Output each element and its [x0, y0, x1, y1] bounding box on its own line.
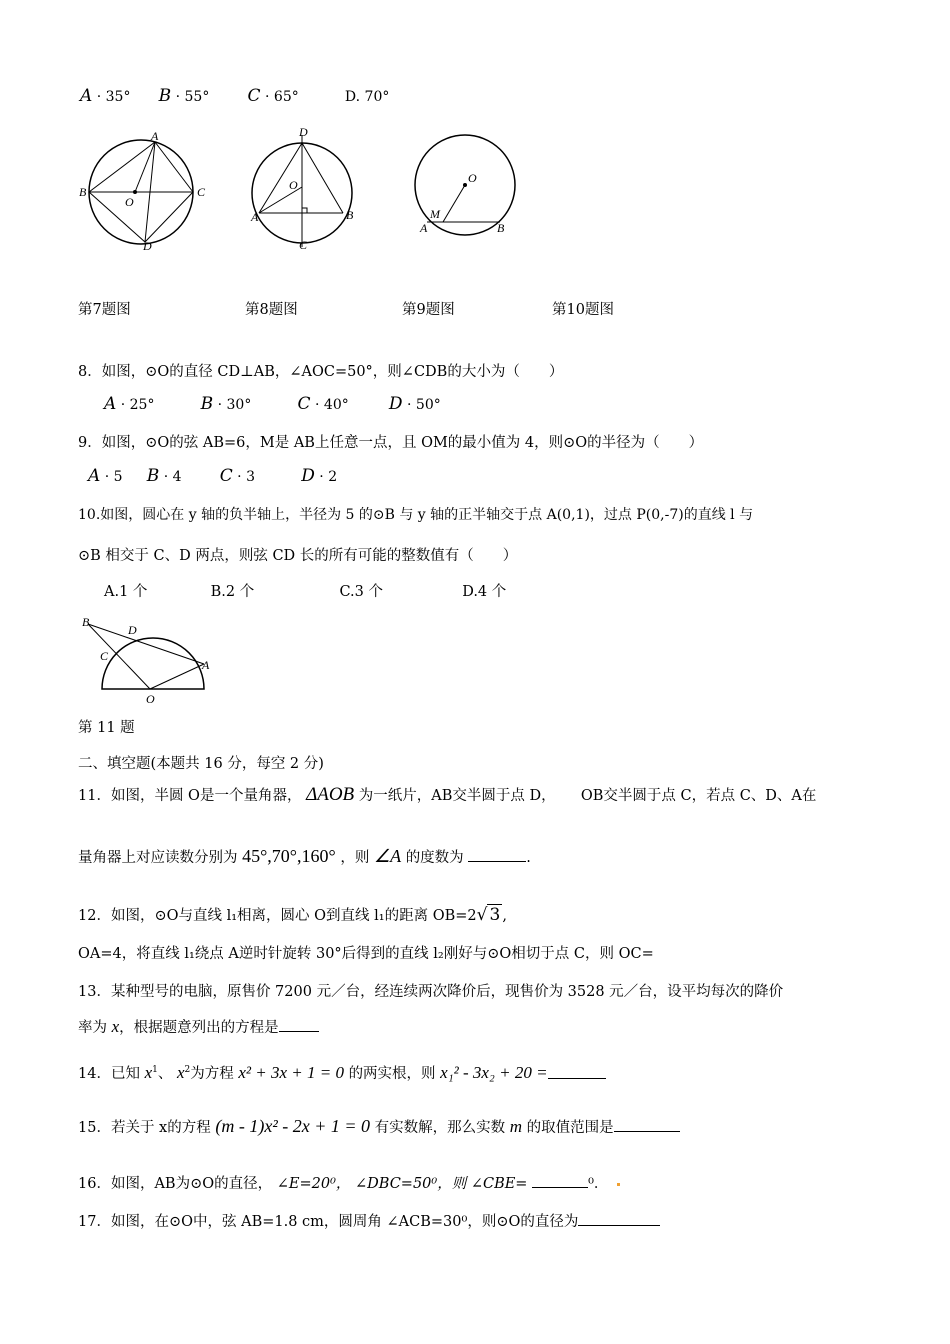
q16-part1: 16．如图，AB为⊙O的直径，: [78, 1176, 273, 1192]
fig11-label-d: D: [128, 623, 137, 637]
caption-fig8: 第8题图: [245, 302, 298, 318]
fig9-label-b: B: [497, 221, 505, 235]
q10-option-c: C.3 个: [339, 584, 383, 600]
q17-part1: 17．如图，在⊙O中，弦 AB=1.8 cm，圆周角: [78, 1214, 382, 1230]
fig9-label-m: M: [430, 207, 440, 221]
q16-angle-cbe: ∠CBE=: [470, 1176, 528, 1192]
q15-part3: 的取值范围是: [526, 1120, 614, 1136]
q8-option-d-value: 50°: [415, 397, 441, 413]
q16-angle-e: ∠E=20⁰，: [276, 1176, 351, 1192]
q8-option-a-label: A: [104, 394, 117, 414]
q11-triangle-aob: ΔAOB: [306, 784, 355, 805]
caption-fig10: 第10题图: [552, 302, 614, 318]
q7-options: A · 35° B · 55° C · 65° D. 70°: [80, 86, 390, 106]
fig11-label-c: C: [100, 649, 109, 663]
q8-option-c-label: C: [297, 394, 311, 414]
q9-option-c-label: C: [219, 466, 233, 486]
q11-line2-part1: 量角器上对应读数分别为: [78, 850, 238, 866]
q13-line2-part2: ，根据题意列出的方程是: [119, 1020, 279, 1036]
q10-option-a: A.1 个: [104, 584, 148, 600]
q12-line2: OA=4，将直线 l₁绕点 A逆时针旋转 30°后得到的直线 l₂刚好与⊙O相切于点 C，则 OC=: [78, 946, 654, 962]
q9-option-c-value: 3: [246, 469, 256, 485]
fig7-label-o: O: [125, 195, 134, 209]
q17-answer-blank[interactable]: [578, 1211, 660, 1226]
q9-option-a-value: 5: [113, 469, 123, 485]
q7-option-c-value: 65°: [273, 89, 299, 105]
q7-option-c-label: C: [247, 86, 261, 106]
q11-readings: 45°,70°,160°: [242, 846, 336, 866]
fig8-label-b: B: [346, 208, 354, 222]
q17-line: [78, 1210, 660, 1231]
caption-fig11: 第 11 题: [78, 720, 135, 736]
q11-line1: [78, 784, 816, 806]
q14-part3: 的两实根，则: [348, 1066, 436, 1082]
q7-option-d: D. 70°: [344, 89, 390, 105]
fig8-label-c: C: [299, 238, 308, 250]
q9-option-d-value: 2: [328, 469, 338, 485]
fig8-label-a: A: [251, 210, 259, 224]
q16-degree-end: ⁰．: [588, 1176, 609, 1192]
q8-option-b-label: B: [200, 394, 214, 414]
fig11-label-a: A: [202, 658, 210, 672]
q8-option-c-value: 40°: [323, 397, 349, 413]
q9-option-b-value: 4: [172, 469, 182, 485]
q14-equation: x² + 3x + 1 = 0: [238, 1063, 344, 1082]
q11-part3: OB交半圆于点 C，若点 C、D、A在: [580, 788, 817, 804]
fig7-label-c: C: [197, 185, 206, 199]
q15-part2: 有实数解，那么实数: [374, 1120, 506, 1136]
section-2-heading: 二、填空题(本题共 16 分，每空 2 分): [78, 756, 324, 772]
q15-equation: (m - 1)x² - 2x + 1 = 0: [215, 1116, 371, 1136]
q11-line2-part3: 的度数为: [405, 850, 464, 866]
q7-option-a-value: 35°: [105, 89, 131, 105]
fig7-label-a: A: [151, 130, 159, 143]
q10-options: [104, 580, 506, 601]
q15-variable-m: m: [509, 1117, 523, 1136]
q11-line2-part2: ，则: [340, 850, 370, 866]
q7-option-b-value: 55°: [184, 89, 210, 105]
q11-part1: 11．如图，半圆 O是一个量角器，: [78, 788, 302, 804]
q13-line2-part1: 率为: [78, 1020, 107, 1036]
q9-options: A · 5 B · 4 C · 3 D · 2: [88, 466, 338, 486]
q14-part2: 为方程: [190, 1066, 234, 1082]
q11-answer-blank[interactable]: [468, 847, 526, 862]
q10-option-d: D.4 个: [462, 584, 507, 600]
q11-angle-a: ∠A: [373, 846, 402, 866]
q9-option-b-label: B: [146, 466, 160, 486]
q8-text: 8．如图，⊙O的直径 CD⊥AB，∠AOC=50°，则∠CDB的大小为（ ）: [78, 364, 564, 380]
q15-answer-blank[interactable]: [614, 1117, 680, 1132]
q11-period: .: [526, 850, 531, 866]
fig11-label-b: B: [82, 615, 90, 629]
q7-option-a-label: A: [80, 86, 93, 106]
q9-option-a-label: A: [88, 466, 101, 486]
fig7-label-d: D: [143, 239, 152, 250]
q16-angle-dbc: ∠DBC=50⁰，则: [355, 1176, 467, 1192]
q12-line1: 12．如图，⊙O与直线 l₁相离，圆心 O到直线 l₁的距离 OB=2√ 3 ,: [78, 905, 507, 925]
q11-line2: [78, 846, 531, 867]
q14-x2: x: [176, 1063, 185, 1082]
q8-option-a-value: 25°: [129, 397, 155, 413]
caption-fig9: 第9题图: [402, 302, 455, 318]
q10-option-b: B.2 个: [210, 584, 255, 600]
q7-option-b-label: B: [158, 86, 172, 106]
fig7-label-b: B: [79, 185, 87, 199]
q8-option-d-label: D: [388, 394, 403, 414]
q15-part1: 15．若关于 x的方程: [78, 1120, 211, 1136]
q14-line: 14．已知 $x^1$、 $x^2$为方程 x² + 3x + 1 = 0 的两实根，则 x₁² - 3x₂ + 20 =: [78, 1062, 606, 1083]
q10-line2: ⊙B 相交于 C、D 两点，则弦 CD 长的所有可能的整数值有（ ）: [78, 548, 518, 564]
q8-option-b-value: 30°: [226, 397, 252, 413]
figure-7: [75, 130, 210, 250]
q9-option-d-label: D: [301, 466, 315, 486]
figure-11: [78, 612, 218, 712]
q13-variable-x: x: [111, 1017, 120, 1036]
q12-line1-text: 12．如图，⊙O与直线 l₁相离，圆心 O到直线 l₁的距离 OB=2: [78, 908, 477, 924]
q9-text: 9．如图，⊙O的弦 AB=6，M是 AB上任意一点，且 OM的最小值为 4，则⊙O的半径为（ ）: [78, 435, 704, 451]
q13-line1: 13．某种型号的电脑，原售价 7200 元／台，经连续两次降价后，现售价为 3528 元／台，设平均每次的降价: [78, 984, 784, 1000]
q14-expression: x₁² - 3x₂ + 20 =: [440, 1063, 548, 1082]
fig9-label-o: O: [468, 171, 477, 185]
q16-answer-blank[interactable]: [532, 1173, 588, 1188]
orange-dot-mark: [617, 1183, 620, 1186]
q8-options: A · 25° B · 30° C · 40° D · 50°: [104, 394, 441, 414]
q14-part1: 14．已知: [78, 1066, 140, 1082]
caption-fig7: 第7题图: [78, 302, 131, 318]
q14-x1: x: [144, 1063, 153, 1082]
q17-part2: ∠ACB=30⁰，则⊙O的直径为: [386, 1214, 579, 1230]
fig8-label-d: D: [299, 125, 308, 139]
figure-9: [410, 130, 525, 240]
q13-line2: [78, 1016, 319, 1037]
q11-part2: 为一纸片，AB交半圆于点 D，: [358, 788, 556, 804]
q15-line: [78, 1116, 680, 1137]
fig9-label-a: A: [420, 221, 428, 235]
q13-answer-blank[interactable]: [279, 1017, 319, 1032]
q16-line: [78, 1172, 620, 1193]
q12-sqrt: √ 3: [476, 905, 501, 925]
figure-8: [245, 125, 370, 250]
fig8-label-o: O: [289, 178, 298, 192]
q14-answer-line[interactable]: [548, 1069, 606, 1079]
q10-line1: 10.如图，圆心在 y 轴的负半轴上，半径为 5 的⊙B 与 y 轴的正半轴交于点 A(0,1)，过点 P(0,-7)的直线 l 与: [78, 507, 754, 523]
fig11-label-o: O: [146, 692, 155, 706]
